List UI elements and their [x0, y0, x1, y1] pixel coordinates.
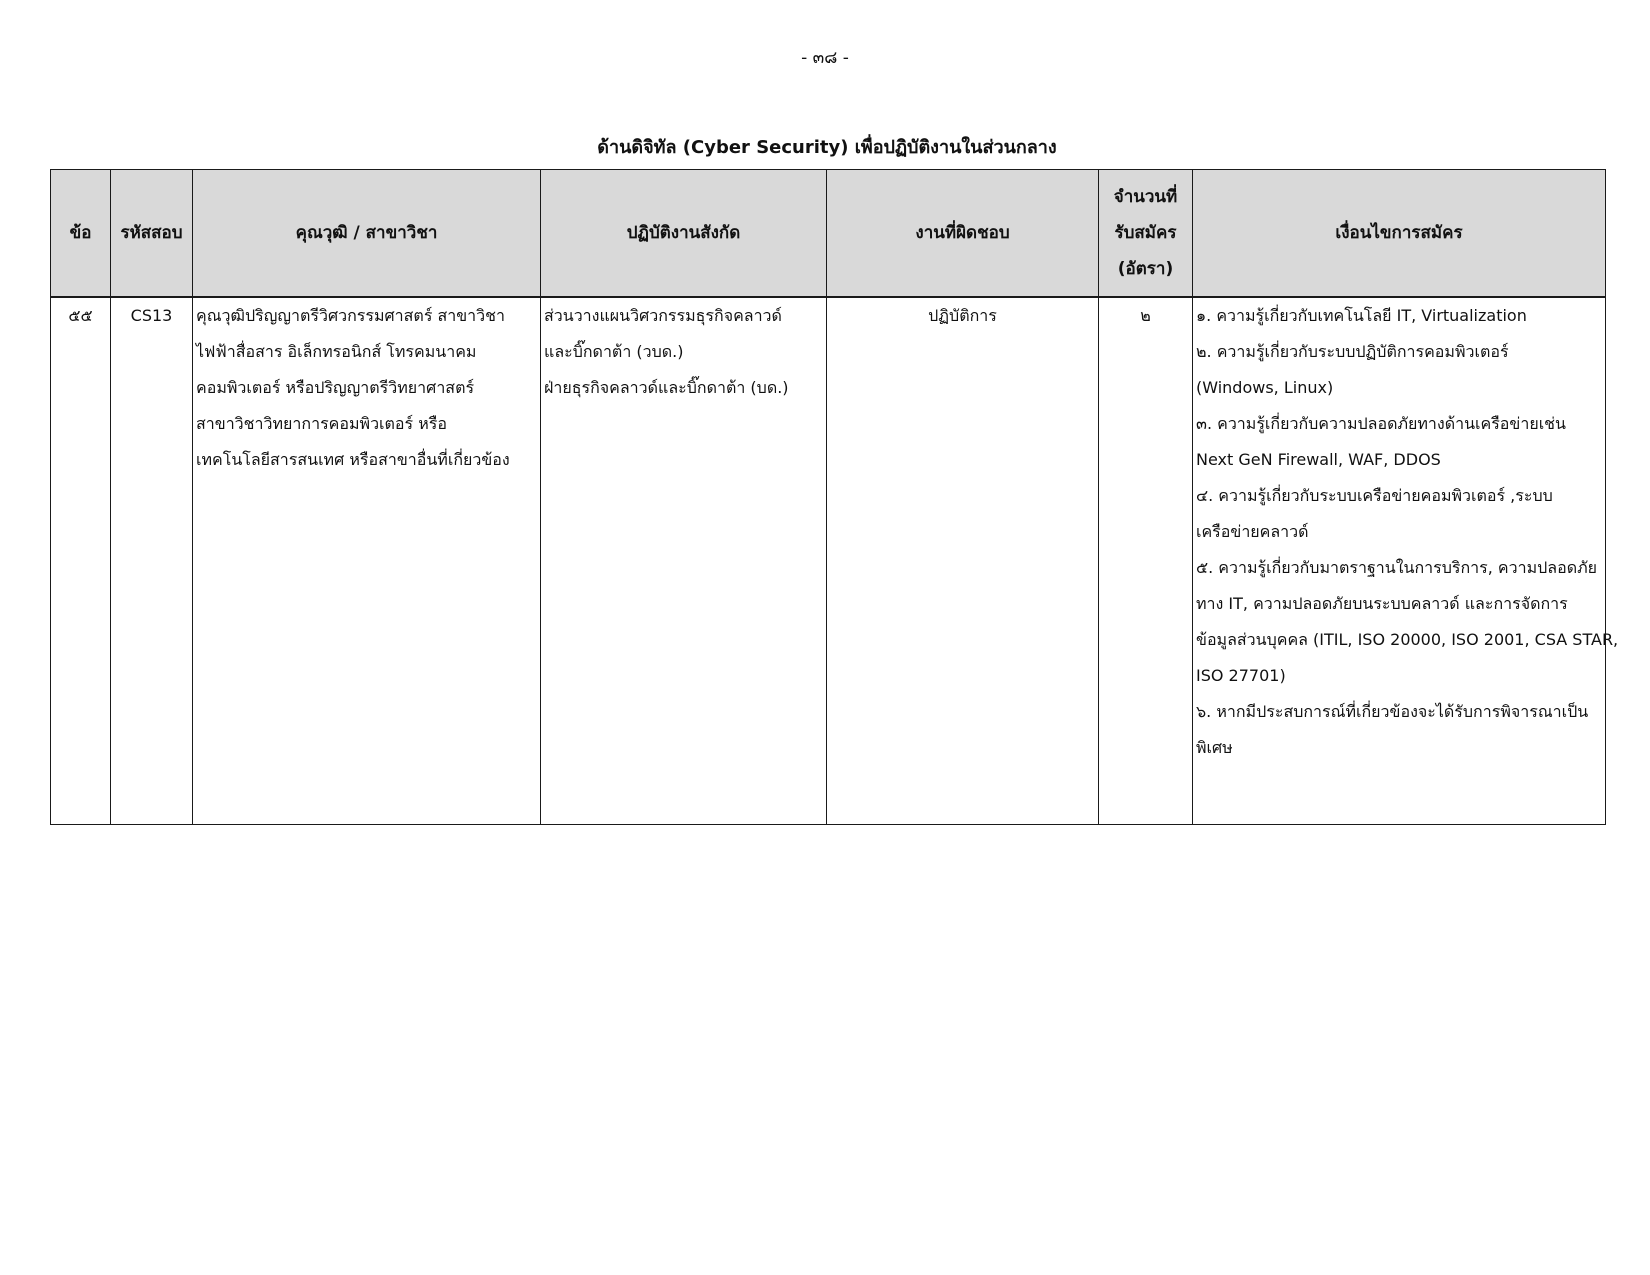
cell-unit	[541, 297, 827, 825]
condition-line: Next GeN Firewall, WAF, DDOS	[1196, 450, 1441, 469]
cell-count: ๒	[1099, 297, 1193, 825]
qualification-line: ไฟฟ้าสื่อสาร อิเล็กทรอนิกส์ โทรคมนาคม	[196, 342, 477, 361]
recruitment-table	[50, 169, 1619, 825]
page-number: - ๓๘ -	[801, 48, 849, 68]
cell-duty: ปฏิบัติการ	[827, 297, 1099, 825]
header-count-line: (อัตรา)	[1117, 259, 1174, 279]
header-qualification: คุณวุฒิ / สาขาวิชา	[193, 170, 541, 298]
cell-no: ๕๕	[51, 297, 111, 825]
condition-line: เครือข่ายคลาวด์	[1196, 522, 1309, 541]
cell-qualification	[193, 297, 541, 825]
condition-line: ๖. หากมีประสบการณ์ที่เกี่ยวข้องจะได้รับการพิจารณาเป็น	[1196, 702, 1589, 721]
condition-line: (Windows, Linux)	[1196, 378, 1334, 397]
header-count-line: รับสมัคร	[1114, 223, 1177, 243]
condition-line: ทาง IT, ความปลอดภัยบนระบบคลาวด์ และการจัดการ	[1196, 594, 1568, 613]
qualification-line: คอมพิวเตอร์ หรือปริญญาตรีวิทยาศาสตร์	[196, 378, 475, 397]
header-code: รหัสสอบ	[111, 170, 193, 298]
cell-code: CS13	[111, 297, 193, 825]
qualification-line: สาขาวิชาวิทยาการคอมพิวเตอร์ หรือ	[196, 414, 447, 433]
header-conditions: เงื่อนไขการสมัคร	[1193, 170, 1606, 298]
table-row	[51, 297, 1606, 825]
cell-conditions	[1193, 297, 1619, 825]
table-header-row	[51, 170, 1606, 298]
condition-line: ๑. ความรู้เกี่ยวกับเทคโนโลยี IT, Virtualization	[1196, 306, 1527, 325]
page-title: ด้านดิจิทัล (Cyber Security) เพื่อปฏิบัติงานในส่วนกลาง	[597, 137, 1057, 158]
header-duty: งานที่ผิดชอบ	[827, 170, 1099, 298]
condition-line: พิเศษ	[1196, 738, 1233, 757]
condition-line: ISO 27701)	[1196, 666, 1286, 685]
header-no: ข้อ	[51, 170, 111, 298]
condition-line: ๕. ความรู้เกี่ยวกับมาตราฐานในการบริการ, ความปลอดภัย	[1196, 558, 1598, 577]
condition-line: ข้อมูลส่วนบุคคล (ITIL, ISO 20000, ISO 2001, CSA STAR,	[1196, 630, 1619, 649]
header-unit: ปฏิบัติงานสังกัด	[541, 170, 827, 298]
qualification-line: เทคโนโลยีสารสนเทศ หรือสาขาอื่นที่เกี่ยวข้อง	[196, 450, 510, 469]
condition-line: ๓. ความรู้เกี่ยวกับความปลอดภัยทางด้านเครือข่ายเช่น	[1196, 414, 1566, 433]
unit-line: และบิ๊กดาต้า (วบด.)	[544, 342, 684, 361]
qualification-line: คุณวุฒิปริญญาตรีวิศวกรรมศาสตร์ สาขาวิชา	[196, 306, 505, 325]
unit-line: ส่วนวางแผนวิศวกรรมธุรกิจคลาวด์	[544, 306, 782, 325]
condition-line: ๔. ความรู้เกี่ยวกับระบบเครือข่ายคอมพิวเตอร์ ,ระบบ	[1196, 486, 1553, 505]
header-count	[1099, 170, 1193, 298]
condition-line: ๒. ความรู้เกี่ยวกับระบบปฏิบัติการคอมพิวเตอร์	[1196, 342, 1509, 361]
unit-line: ฝ่ายธุรกิจคลาวด์และบิ๊กดาต้า (บด.)	[544, 378, 789, 397]
header-count-line: จำนวนที่	[1113, 187, 1178, 207]
